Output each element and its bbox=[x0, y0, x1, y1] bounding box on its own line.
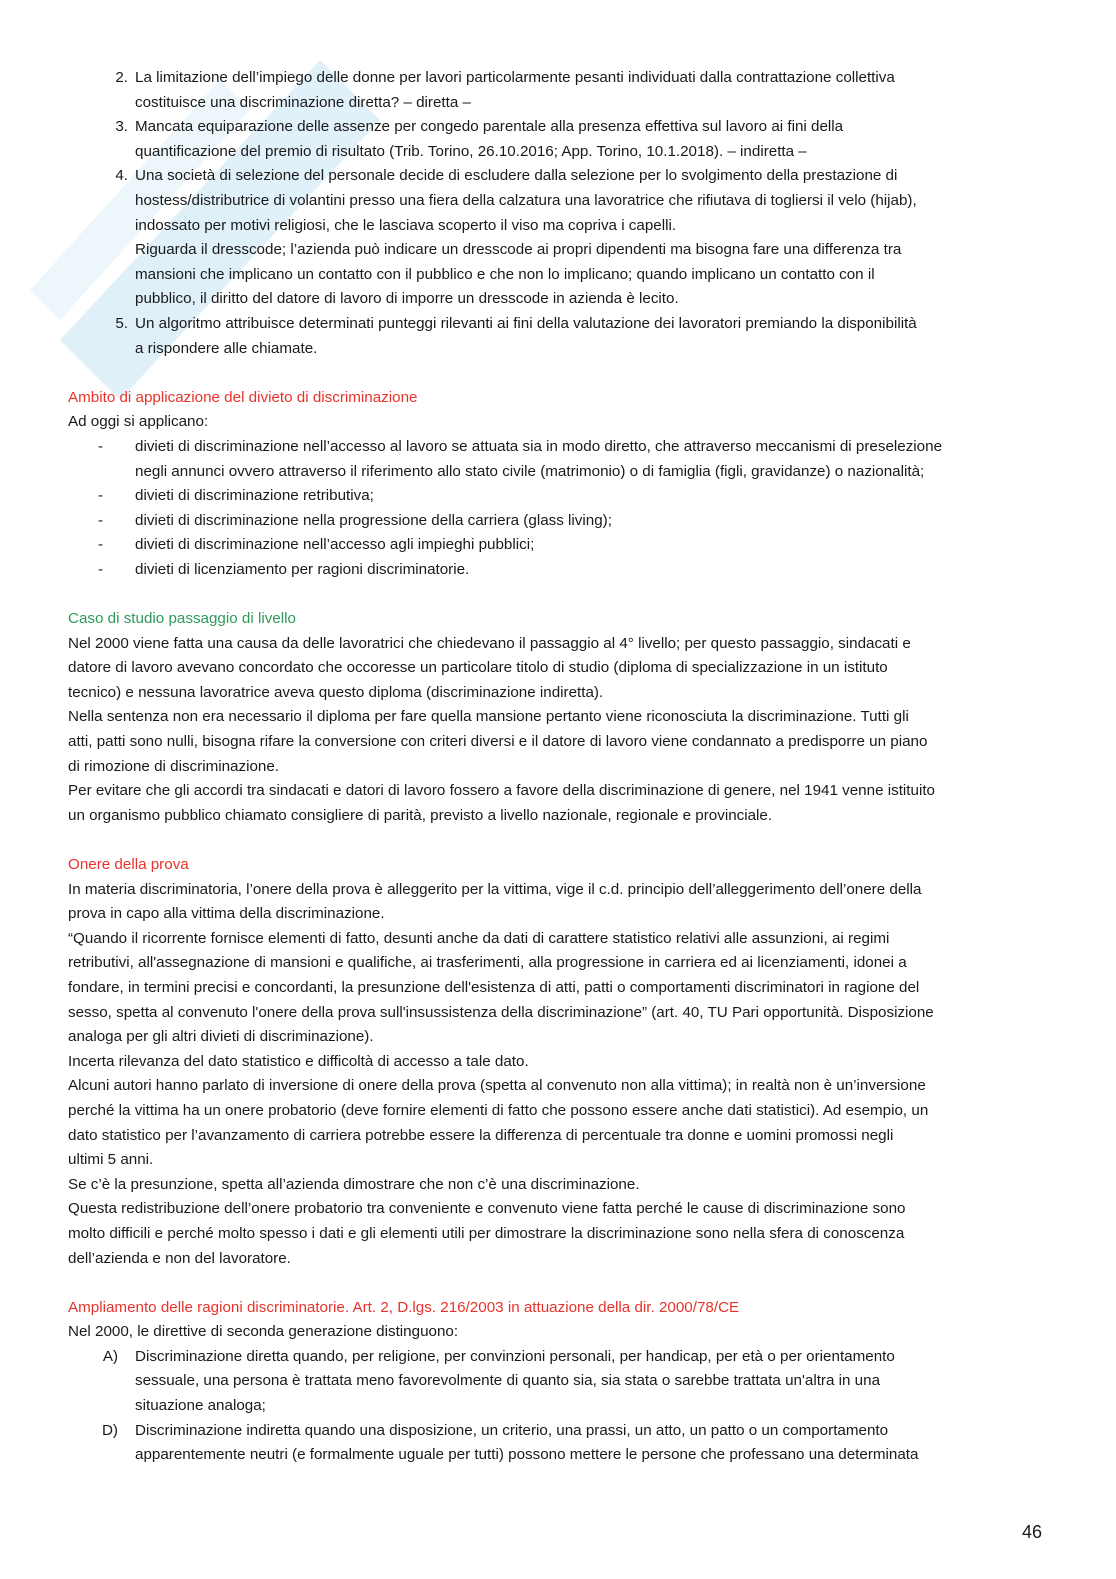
paragraph-line: perché la vittima ha un onere probatorio (deve fornire elementi di fatto che possono essere anche dati statistici). Ad esempio, un bbox=[68, 1101, 929, 1119]
list-item bbox=[68, 1419, 1043, 1468]
document-page bbox=[68, 66, 1043, 1468]
list-marker: A) bbox=[102, 1347, 118, 1365]
list-item-line: divieti di licenziamento per ragioni discriminatorie. bbox=[135, 560, 470, 578]
paragraph-line: Nella sentenza non era necessario il diploma per fare quella mansione pertanto viene riconosciuta la discriminazione. Tutti gli bbox=[68, 708, 909, 726]
paragraph-line: Nel 2000 viene fatta una causa da delle lavoratrici che chiedevano il passaggio al 4° livello; per questo passaggio, sindacati e bbox=[68, 634, 911, 652]
list-item-line: divieti di discriminazione nella progressione della carriera (glass living); bbox=[135, 511, 612, 529]
list-item-line: mansioni che implicano un contatto con il pubblico e che non lo implicano; quando implicano un contatto con il bbox=[135, 265, 875, 283]
list-item-line: hostess/distributrice di volantini presso una fiera della calzatura una lavoratrice che rifiutava di togliersi il velo (hijab), bbox=[135, 191, 917, 209]
list-item bbox=[68, 312, 1043, 361]
paragraph-line: Se c’è la presunzione, spetta all’azienda dimostrare che non c’è una discriminazione. bbox=[68, 1175, 640, 1193]
paragraph-line: di rimozione di discriminazione. bbox=[68, 757, 280, 775]
section-heading-onere: Onere della prova bbox=[68, 856, 189, 873]
list-item-line: pubblico, il diritto del datore di lavoro di imporre un dresscode in azienda è lecito. bbox=[135, 290, 679, 308]
list-item bbox=[68, 533, 1043, 558]
list-item bbox=[68, 484, 1043, 509]
list-marker: D) bbox=[101, 1421, 118, 1439]
paragraph-line: fondare, in termini precisi e concordanti, la presunzione dell'esistenza di atti, patti o comportamenti discriminatori in ragione del bbox=[68, 978, 920, 996]
section-heading-caso: Caso di studio passaggio di livello bbox=[68, 610, 296, 628]
list-item-line: Discriminazione indiretta quando una disposizione, un criterio, una prassi, un atto, un patto o un comportamento bbox=[135, 1421, 889, 1439]
list-item bbox=[68, 164, 1043, 312]
list-item-line: apparentemente neutri (e formalmente uguale per tutti) possono mettere le persone che professano una determinata bbox=[135, 1446, 919, 1464]
list-item-line: sessuale, una persona è trattata meno favorevolmente di quanto sia, sia stata o sarebbe trattata un'altra in una bbox=[135, 1372, 881, 1390]
list-item bbox=[68, 558, 1043, 583]
list-marker: - bbox=[98, 560, 104, 578]
paragraph-line: tecnico) e nessuna lavoratrice aveva questo diploma (discriminazione indiretta). bbox=[68, 683, 604, 701]
list-item-line: Un algoritmo attribuisce determinati punteggi rilevanti ai fini della valutazione dei lavoratori premiando la disponibilità bbox=[135, 314, 917, 332]
paragraph-line: prova in capo alla vittima della discriminazione. bbox=[68, 905, 385, 923]
list-marker: - bbox=[98, 536, 104, 554]
list-item-line: a rispondere alle chiamate. bbox=[135, 339, 318, 357]
list-item-line: Riguarda il dresscode; l’azienda può indicare un dresscode ai propri dipendenti ma bisogna fare una differenza tra bbox=[135, 241, 902, 259]
paragraph-line: retributivi, all'assegnazione di mansioni e qualifiche, ai trasferimenti, alla progressione in carriera ed ai licenziamenti, idonei a bbox=[68, 954, 907, 972]
lettered-list bbox=[68, 1345, 1043, 1468]
list-marker: - bbox=[98, 437, 104, 455]
list-item bbox=[68, 66, 1043, 115]
paragraph-line: Alcuni autori hanno parlato di inversione di onere della prova (spetta al convenuto non alla vittima); in realtà non è un’inversione bbox=[68, 1077, 926, 1095]
paragraph-line: un organismo pubblico chiamato consigliere di parità, previsto a livello nazionale, regionale e provinciale. bbox=[68, 806, 773, 824]
page-number: 46 bbox=[1021, 1522, 1042, 1542]
paragraph-line: In materia discriminatoria, l’onere della prova è alleggerito per la vittima, vige il c.d. principio dell’alleggerimento dell’onere della bbox=[68, 880, 922, 898]
section-heading-ambito: Ambito di applicazione del divieto di discriminazione bbox=[68, 388, 418, 406]
paragraph-line: datore di lavoro avevano concordato che occoresse un particolare titolo di studio (diploma di specializzazione in un istituto bbox=[68, 659, 888, 677]
paragraph-line: molto difficili e perché molto spesso i dati e gli elementi utili per dimostrare la discriminazione sono nella sfera di conoscenza bbox=[68, 1224, 905, 1242]
paragraph-line: ultimi 5 anni. bbox=[68, 1151, 154, 1169]
list-item-line: divieti di discriminazione nell’accesso al lavoro se attuata sia in modo diretto, che attraverso meccanismi di preselezione bbox=[135, 437, 943, 455]
section-body-onere bbox=[68, 878, 1043, 1272]
list-marker: 4. bbox=[115, 167, 128, 185]
paragraph-line: “Quando il ricorrente fornisce elementi di fatto, desunti anche da dati di carattere statistico relativi alle assunzioni, ai regimi bbox=[68, 929, 890, 947]
list-item-line: indossato per motivi religiosi, che le lasciava scoperto il viso ma copriva i capelli. bbox=[135, 216, 677, 234]
list-item-line: Una società di selezione del personale decide di escludere dalla selezione per lo svolgimento della prestazione di bbox=[135, 167, 898, 185]
list-item-line: quantificazione del premio di risultato (Trib. Torino, 26.10.2016; App. Torino, 10.1.2018). – indiretta – bbox=[135, 142, 807, 160]
list-item-line: negli annunci ovvero attraverso il riferimento allo stato civile (matrimonio) o di famiglia (figli, gravidanze) o nazionalità; bbox=[135, 462, 925, 480]
list-item-line: divieti di discriminazione nell’accesso agli impieghi pubblici; bbox=[135, 536, 535, 554]
paragraph-line: Per evitare che gli accordi tra sindacati e datori di lavoro fossero a favore della discriminazione di genere, nel 1941 venne istituito bbox=[68, 782, 936, 800]
paragraph-line: analoga per gli altri divieti di discriminazione). bbox=[68, 1028, 374, 1046]
list-item bbox=[68, 1345, 1043, 1419]
list-marker: - bbox=[98, 487, 104, 505]
section-intro-ambito: Ad oggi si applicano: bbox=[68, 413, 209, 431]
list-item-line: La limitazione dell’impiego delle donne per lavori particolarmente pesanti individuati dalla contrattazione collettiva bbox=[135, 69, 895, 86]
paragraph-line: Incerta rilevanza del dato statistico e difficoltà di accesso a tale dato. bbox=[68, 1052, 529, 1070]
section-body-caso bbox=[68, 632, 1043, 829]
list-item bbox=[68, 115, 1043, 164]
dash-list bbox=[68, 435, 1043, 583]
paragraph-line: Questa redistribuzione dell’onere probatorio tra conveniente e convenuto viene fatta perché le cause di discriminazione sono bbox=[68, 1200, 906, 1218]
list-marker: 2. bbox=[115, 69, 128, 86]
list-item bbox=[68, 435, 1043, 484]
list-marker: 5. bbox=[115, 314, 128, 332]
numbered-list bbox=[68, 66, 1043, 361]
section-intro-ampliamento: Nel 2000, le direttive di seconda generazione distinguono: bbox=[68, 1323, 459, 1341]
section-heading-ampliamento: Ampliamento delle ragioni discriminatorie. Art. 2, D.lgs. 216/2003 in attuazione della dir. 2000/78/CE bbox=[68, 1298, 740, 1316]
paragraph-line: dell’azienda e non del lavoratore. bbox=[68, 1249, 291, 1267]
list-marker: - bbox=[98, 511, 104, 529]
list-item-line: situazione analoga; bbox=[135, 1397, 266, 1415]
list-item-line: Mancata equiparazione delle assenze per congedo parentale alla presenza effettiva sul lavoro ai fini della bbox=[135, 118, 844, 136]
paragraph-line: dato statistico per l’avanzamento di carriera potrebbe essere la differenza di percentuale tra donne e uomini promossi negli bbox=[68, 1126, 894, 1144]
paragraph-line: atti, patti sono nulli, bisogna rifare la conversione con criteri diversi e il datore di lavoro viene condannato a predisporre un piano bbox=[68, 733, 928, 751]
list-marker: 3. bbox=[115, 118, 128, 136]
list-item bbox=[68, 509, 1043, 534]
list-item-line: divieti di discriminazione retributiva; bbox=[135, 487, 374, 505]
list-item-line: Discriminazione diretta quando, per religione, per convinzioni personali, per handicap, per età o per orientamento bbox=[135, 1347, 895, 1365]
paragraph-line: sesso, spetta al convenuto l'onere della prova sull'insussistenza della discriminazione” (art. 40, TU Pari opportunità. Disposizione bbox=[68, 1003, 934, 1021]
list-item-line: costituisce una discriminazione diretta? – diretta – bbox=[135, 93, 471, 111]
